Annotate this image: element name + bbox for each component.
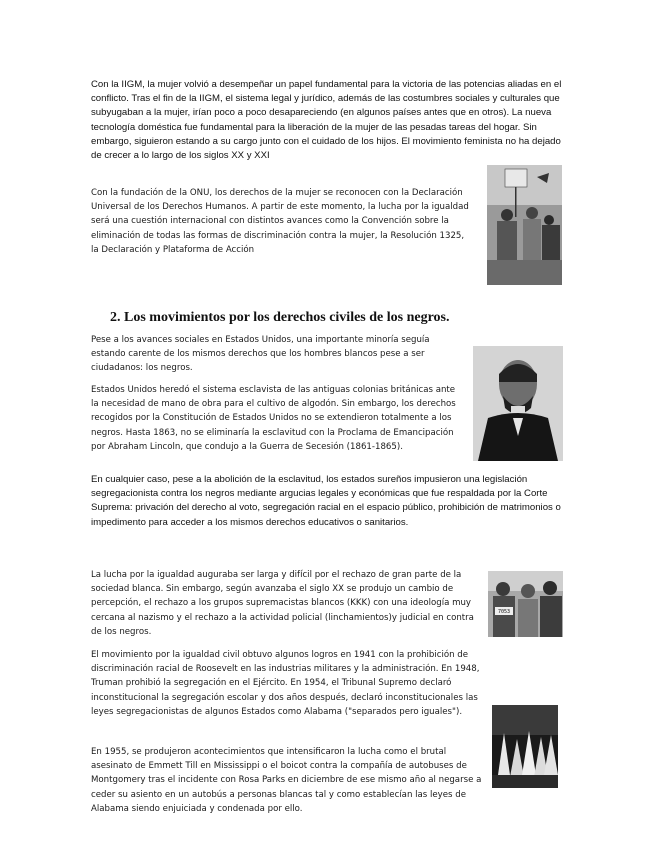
un-rights-paragraph: Con la fundación de la ONU, los derechos de la mujer se reconocen con la Declaración Universal de los Derechos Humanos. A partir de este momento, la lucha por la igualdad será una cuestión internacional con distintos avances como la Convención sobre la eliminación de todas las formas de discriminación contra la mujer, la Resolución 1325, la Declaración y Plataforma de Acción	[91, 188, 469, 255]
montgomery-paragraph: En 1955, se produjeron acontecimientos que intensificaron la lucha como el brutal asesinato de Emmett Till en Mississippi o el boicot contra la compañía de autobuses de Montgomery tras el incidente con Rosa Parks en diciembre de ese mismo año al negarse a ceder su asiento en un autobús a personas blancas tal y como establecían las leyes de Alabama siendo enjuiciada y condenada por ello.	[91, 747, 482, 814]
struggle-paragraph: La lucha por la igualdad auguraba ser larga y difícil por el rechazo de gran parte de la sociedad blanca. Sin embargo, según avanzaba el siglo XX se produjo un cambio de percepción, el rechazo a los grupos supremacistas blancos (KKK) con una ideología muy cercana al nazismo y el rechazo a la actividad policial (linchamientos)y judicial en contra de los negros.	[91, 570, 474, 637]
feminism-paragraph: Con la IIGM, la mujer volvió a desempeñar un papel fundamental para la victoria de las potencias aliadas en el conflicto. Tras el fin de la IIGM, el sistema legal y jurídico, además de las costumbres sociales y culturales que subyugaban a la mujer, irían poco a poco desapareciendo (en algunos países antes que en otros). La nueva tecnología doméstica fue fundamental para la liberación de la mujer de las pesadas tareas del hogar. Sin embargo, siguieron estando a su cargo junto con el cuidado de los hijos. El movimiento feminista no ha dejado de crecer a lo largo de los siglos XX y XXI	[91, 79, 562, 162]
slavery-paragraph: Estados Unidos heredó el sistema esclavista de las antiguas colonias británicas ante la necesidad de mano de obra para el cultivo de algodón. Sin embargo, los derechos recogidos por la Constitución de Estados Unidos no se extendieron totalmente a los negros. Hasta 1863, no se eliminaría la esclavitud con la Proclama de Emancipación por Abraham Lincoln, que condujo a la Guerra de Secesión (1861-1865).	[91, 385, 456, 452]
kkk-photo	[492, 705, 558, 788]
segregation-paragraph: En cualquier caso, pese a la abolición de la esclavitud, los estados sureños impusieron una legislación segregacionista contra los negros mediante argucias legales y económicas que fue respaldada por la Corte Suprema: privación del derecho al voto, segregación racial en el espacio público, prohibición de matrimonios o impedimento para acceder a los mismos derechos educativos o sanitarios.	[91, 474, 561, 528]
rosa-parks-arrest-photo	[488, 571, 563, 637]
intro-paragraph: Pese a los avances sociales en Estados Unidos, una importante minoría seguía estando carente de los mismos derechos que los hombres blancos pese a ser ciudadanos: los negros.	[91, 335, 430, 374]
section-heading: 2. Los movimientos por los derechos civiles de los negros.	[110, 310, 450, 325]
women-protest-photo	[487, 165, 562, 285]
mugshot-number: 7053	[497, 609, 511, 615]
lincoln-portrait-photo	[473, 346, 563, 461]
civil-rights-achievements-paragraph: El movimiento por la igualdad civil obtuvo algunos logros en 1941 con la prohibición de discriminación racial de Roosevelt en las industrias militares y la administración. En 1948, Truman prohibió la segregación en el Ejército. En 1954, el Tribunal Supremo declaró inconstitucional la segregación escolar y dos años después, declaró inconstitucionales las leyes segregacionistas de algunos Estados como Alabama ("separados pero iguales").	[91, 650, 480, 717]
